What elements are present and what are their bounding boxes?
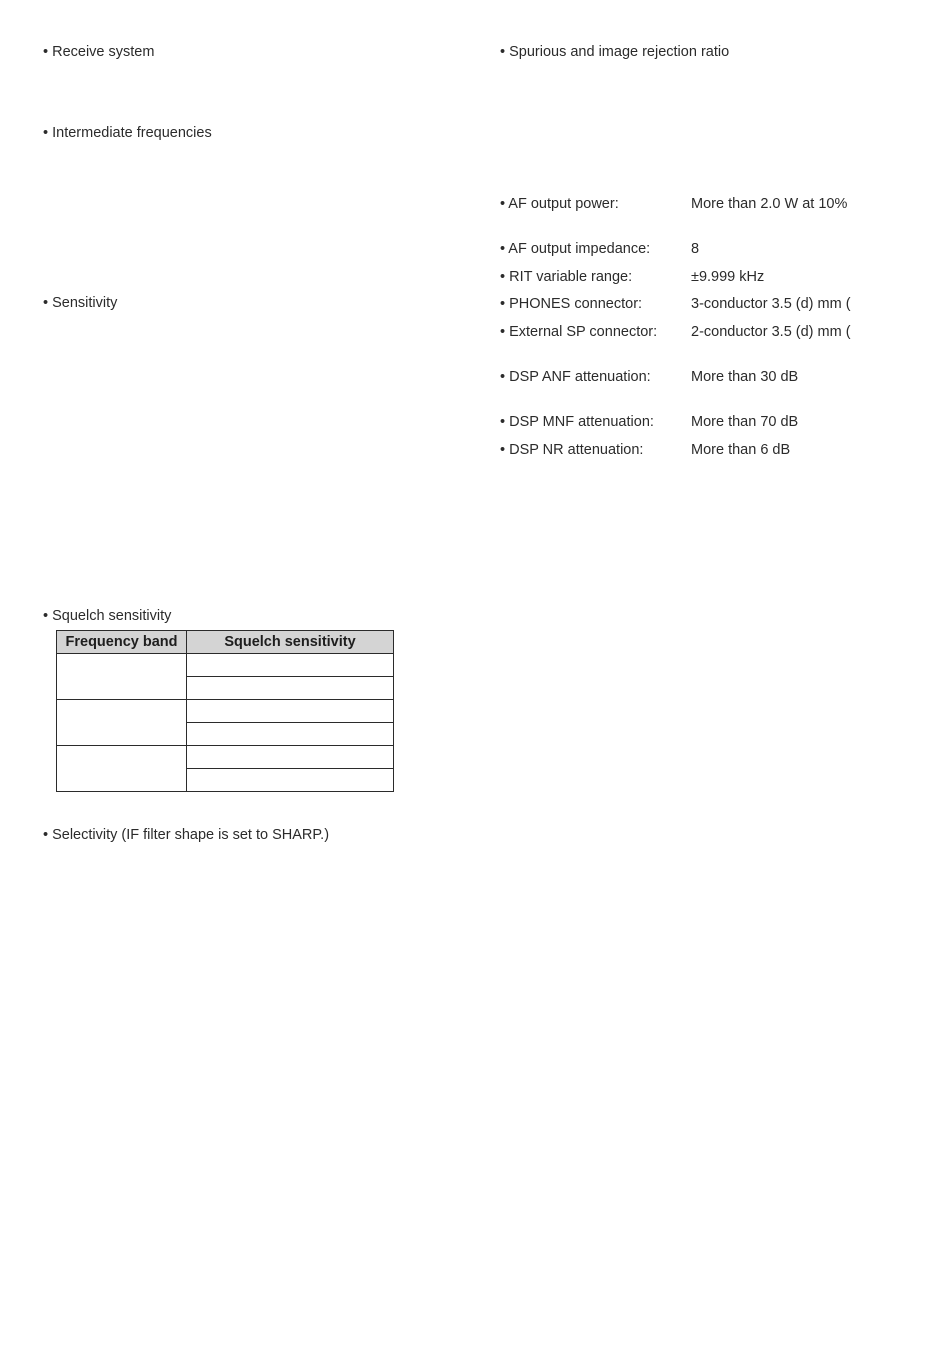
spurious-rejection-label: • Spurious and image rejection ratio (500, 44, 730, 60)
table-cell-value (187, 700, 394, 723)
table-row (57, 654, 394, 677)
table-cell-value (187, 723, 394, 746)
rit-variable-range-label: • RIT variable range: (500, 269, 633, 285)
table-row (57, 746, 394, 769)
table-cell-value (187, 677, 394, 700)
column-header-squelch-sensitivity: Squelch sensitivity (187, 631, 394, 654)
squelch-sensitivity-table (56, 630, 394, 792)
phones-connector-value: 3-conductor 3.5 (d) mm ( (691, 296, 851, 312)
selectivity-label: • Selectivity (IF filter shape is set to SHARP.) (43, 827, 330, 843)
table-cell-value (187, 769, 394, 792)
table-cell-band (57, 654, 187, 700)
table-header-row (57, 631, 394, 654)
sensitivity-label: • Sensitivity (43, 295, 118, 311)
receive-system-label: • Receive system (43, 44, 155, 60)
af-output-impedance-value: 8 (691, 241, 700, 257)
table-row (57, 700, 394, 723)
table-cell-band (57, 746, 187, 792)
dsp-mnf-attenuation-label: • DSP MNF attenuation: (500, 414, 654, 430)
rit-variable-range-value: ±9.999 kHz (691, 269, 765, 285)
intermediate-frequencies-label: • Intermediate frequencies (43, 125, 212, 141)
dsp-anf-attenuation-label: • DSP ANF attenuation: (500, 369, 651, 385)
af-output-power-value: More than 2.0 W at 10% (691, 196, 848, 212)
external-sp-connector-value: 2-conductor 3.5 (d) mm ( (691, 324, 851, 340)
column-header-frequency-band: Frequency band (57, 631, 187, 654)
dsp-mnf-attenuation-value: More than 70 dB (691, 414, 799, 430)
table-cell-value (187, 654, 394, 677)
af-output-power-label: • AF output power: (500, 196, 619, 212)
dsp-nr-attenuation-value: More than 6 dB (691, 442, 791, 458)
phones-connector-label: • PHONES connector: (500, 296, 643, 312)
af-output-impedance-label: • AF output impedance: (500, 241, 651, 257)
squelch-sensitivity-label: • Squelch sensitivity (43, 608, 172, 624)
table-cell-value (187, 746, 394, 769)
external-sp-connector-label: • External SP connector: (500, 324, 658, 340)
dsp-anf-attenuation-value: More than 30 dB (691, 369, 799, 385)
dsp-nr-attenuation-label: • DSP NR attenuation: (500, 442, 644, 458)
table-cell-band (57, 700, 187, 746)
